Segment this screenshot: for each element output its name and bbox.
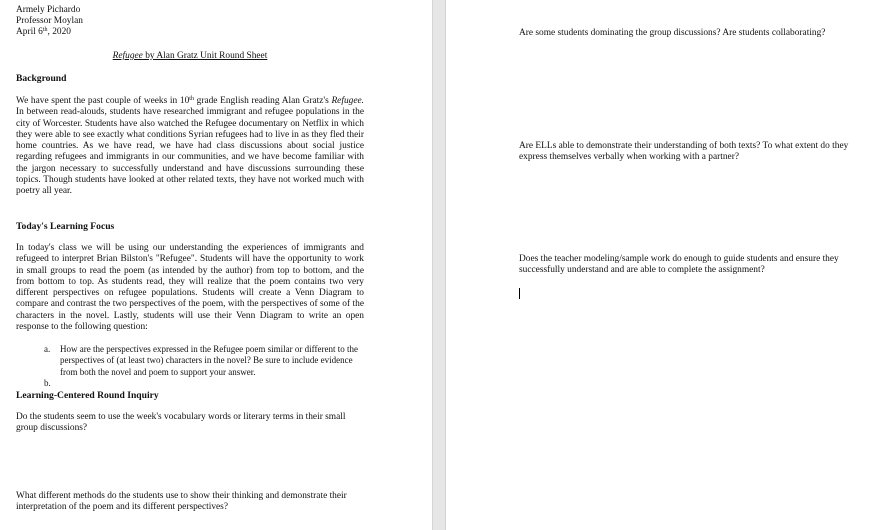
document-page-left[interactable] [0,0,432,530]
list-item-label: b. [44,377,51,388]
question-list [44,344,366,389]
round-inquiry-heading: Learning-Centered Round Inquiry [16,390,159,401]
inquiry-question-collaboration: Are some students dominating the group discussions? Are students collaborating? [519,28,826,38]
background-paragraph: We have spent the past couple of weeks in 10th grade English reading Alan Gratz's Refugee. In between read-alouds, students have researched immigrant and refugee populations in the city of Worcester. Students have also watched the Refugee documentary on Netflix in which they were able to see exactly what conditions Syrian refugees had to live in as they fled their home countries. As we have read, we have had class discussions about social justice regarding refugees and immigrants in our communities, and we have become familiar with the jargon necessary to successfully understand and have discussions surrounding these topics. Though students have looked at other related texts, they have not worked much with poetry all year. [16,96,364,197]
inquiry-question-methods: What different methods do the students use to show their thinking and demonstrate their interpretation of the poem and its different perspectives? [16,491,347,513]
list-item [44,344,366,378]
student-name: Armely Pichardo [16,5,81,15]
inquiry-question-vocabulary: Do the students seem to use the week's vocabulary words or literary terms in their small group discussions? [16,412,346,434]
inquiry-question-ells: Are ELLs able to demonstrate their understanding of both texts? To what extent do they express themselves verbally when working with a partner? [519,141,849,163]
learning-focus-heading: Today's Learning Focus [16,221,115,232]
list-item-label: a. [44,344,51,354]
page-gutter [432,0,446,530]
list-item-text: How are the perspectives expressed in the Refugee poem similar or different to the perspectives of (at least two) characters in the novel? Be sure to include evidence from both the novel and poem to support your answer. [60,344,358,377]
background-heading: Background [16,73,67,84]
professor-name: Professor Moylan [16,16,83,26]
learning-focus-paragraph: In today's class we will be using our understanding the experiences of immigrants and refugeed to interpret Brian Bilston's "Refugee". Students will have the opportunity to work in small groups to read the poem (as intended by the author) from top to bottom, and the from bottom to top. As students read, they will realize that the poem contains two very different perspectives on refugee populations. Students will create a Venn Diagram to compare and contrast the two perspectives of the poem, with the perspectives of some of the characters in the novel. Lastly, students will use their Venn Diagram to write an open response to the following question: [16,243,364,333]
inquiry-question-teacher-modeling: Does the teacher modeling/sample work do enough to guide students and ensure they successfully understand and are able to complete the assignment? [519,254,839,276]
text-cursor [519,288,520,299]
document-page-right[interactable] [446,0,876,530]
document-title: Refugee by Alan Gratz Unit Round Sheet [112,51,268,61]
list-item [44,378,366,389]
document-date: April 6th, 2020 [16,27,71,37]
